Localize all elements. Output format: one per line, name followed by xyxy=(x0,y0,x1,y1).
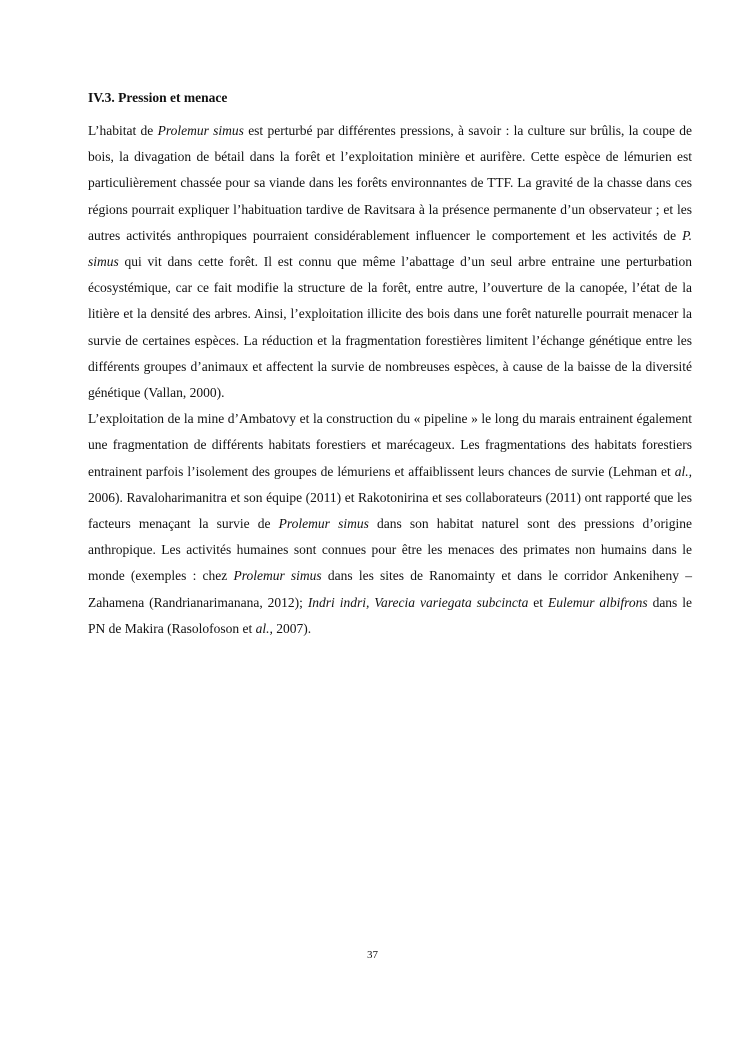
text-run: qui vit dans cette forêt. Il est connu que même l’abattage d’un seul arbre entraine une perturbation écosystémique, car ce fait modifie la structure de la forêt, entre autre, l’ouverture de la canopée, l’état de la litière et la densité des arbres. Ainsi, l’exploitation illicite des bois dans une forêt naturelle pourrait menacer la survie de certaines espèces. La réduction et la fragmentation forestières limitent l’échange génétique entre les différents groupes d’animaux et affectent la survie de nombreuses espèces, à cause de la baisse de la diversité génétique (Vallan, 2000). xyxy=(88,254,692,401)
species-name: P. simus xyxy=(88,227,692,270)
citation-etal: al., xyxy=(255,620,273,636)
species-name: Prolemur simus xyxy=(157,123,244,138)
species-name: Prolemur simus xyxy=(278,516,369,532)
text-run: est perturbé par différentes pressions, à savoir : la culture sur brûlis, la coupe de bois, la divagation de bétail dans la forêt et l’exploitation minière et aurifère. Cette espèce de lémurien est particulièrement chassée pour sa viande dans les forêts environnantes de TTF. La gravité de la chasse dans ces régions pourrait expliquer l’habituation tardive de Ravitsara à la présence permanente d’un observateur ; et les autres activités anthropiques pourraient considérablement influencer le comportement et les activités de xyxy=(88,123,692,243)
text-run: et xyxy=(528,594,548,610)
paragraph-mining-fragmentation xyxy=(88,406,692,642)
text-run: L’habitat de xyxy=(88,123,158,138)
text-run: dans les sites de Ranomainty et dans le corridor Ankeniheny – Zahamena (Randrianarimanana, 2012); xyxy=(88,568,692,610)
text-run: L’exploitation de la mine d’Ambatovy et la construction du « pipeline » le long du marais entrainent également une fragmentation de différents habitats forestiers et marécageux. Les fragmentations des habitats forestiers entrainent parfois l’isolement des groupes de lémuriens et affaiblissent leurs chances de survie (Lehman et xyxy=(88,411,692,479)
text-run: 2006). Ravaloharimanitra et son équipe (2011) et Rakotonirina et ses collaborateurs (2011) ont rapporté que les facteurs menaçant la survie de xyxy=(88,489,692,532)
species-name: Prolemur simus xyxy=(233,568,322,584)
text-run: dans son habitat naturel sont des pressions d’origine anthropique. Les activités humaines sont connues pour être les menaces des primates non humains dans le monde (exemples : chez xyxy=(88,516,692,584)
text-run: 2007). xyxy=(272,620,312,636)
section-heading: IV.3. Pression et menace xyxy=(88,90,228,105)
species-name: Eulemur albifrons xyxy=(547,594,648,610)
text-run: dans le PN de Makira (Rasolofoson et xyxy=(88,594,692,636)
citation-etal: al., xyxy=(674,463,692,479)
paragraph-habitat-pressures xyxy=(88,118,692,406)
page-number: 37 xyxy=(367,949,378,961)
species-names: Indri indri, Varecia variegata subcincta xyxy=(307,594,529,610)
section-body xyxy=(88,118,692,642)
